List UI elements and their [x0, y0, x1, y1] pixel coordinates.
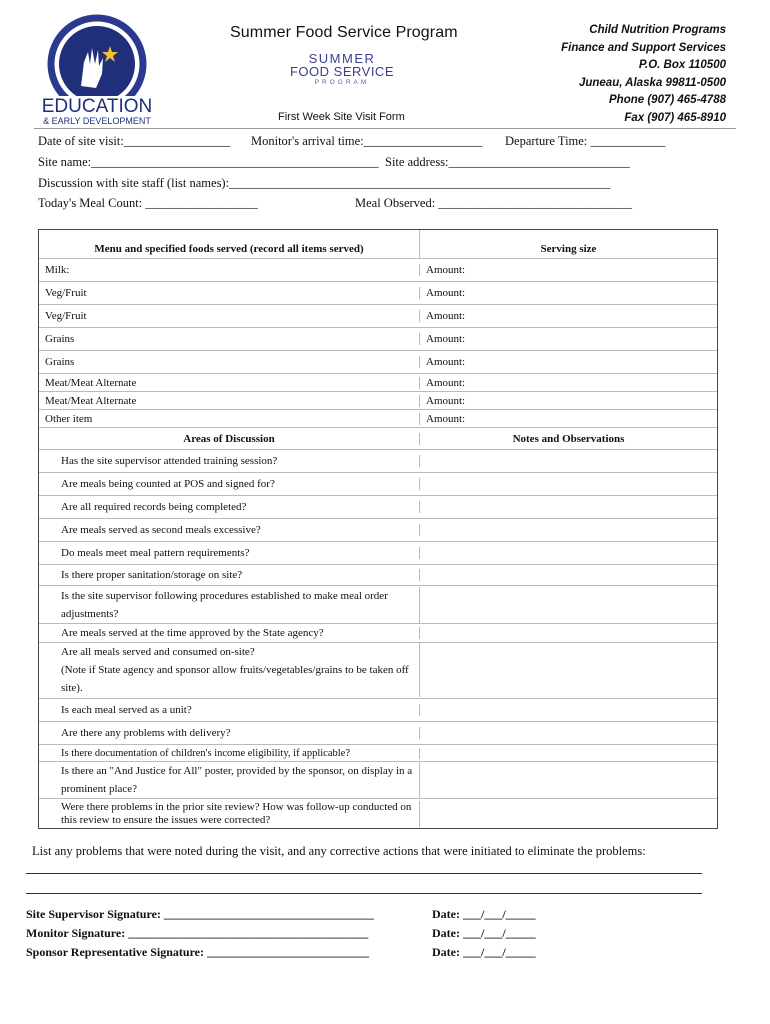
menu-item-row[interactable] [39, 281, 717, 304]
discussion-question: Are all meals served and consumed on-site? [61, 646, 255, 658]
menu-item-row[interactable] [39, 391, 717, 409]
discussion-question: Is there an "And Justice for All" poster, provided by the sponsor, on display in a prominent place? [39, 762, 420, 798]
discussion-question: Were there problems in the prior site review? How was follow-up conducted on this review to ensure the issues were corrected? [39, 801, 420, 827]
program-title: Summer Food Service Program [230, 24, 458, 41]
discussion-question: Are meals served as second meals excessive? [39, 524, 420, 536]
menu-item-row[interactable] [39, 350, 717, 373]
amount-field[interactable]: Amount: [426, 287, 466, 299]
contact-line: P.O. Box 110500 [638, 59, 726, 71]
discussion-question-block [39, 643, 420, 697]
menu-item-label: Milk: [39, 264, 420, 276]
discussion-question: Are meals served at the time approved by the State agency? [39, 627, 420, 639]
notes-observations-header: Notes and Observations [512, 432, 625, 445]
summer-food-service-logo: SUMMER FOOD SERVICE PROGRAM [289, 51, 394, 86]
menu-item-label: Veg/Fruit [39, 310, 420, 322]
discussion-row[interactable] [39, 761, 717, 798]
date-of-visit-field[interactable]: Date of site visit:_________________ [38, 134, 230, 148]
svg-text:EDUCATION: EDUCATION [41, 96, 153, 117]
form-title: First Week Site Visit Form [278, 111, 405, 123]
contact-line: Juneau, Alaska 99811-0500 [578, 76, 726, 89]
site-address-field[interactable]: Site address:_____________________________ [385, 155, 630, 169]
menu-item-row[interactable] [39, 304, 717, 327]
amount-field[interactable]: Amount: [426, 394, 466, 407]
contact-block [561, 22, 726, 127]
discussion-staff-field[interactable]: Discussion with site staff (list names):_____________________________________________________________ [38, 176, 611, 190]
problems-label: List any problems that were noted during the visit, and any corrective actions that were initiated to eliminate the problems: [32, 844, 646, 858]
discussion-row[interactable] [39, 721, 717, 744]
menu-item-row[interactable] [39, 258, 717, 281]
monitor-date-field[interactable]: Date: ___/___/_____ [432, 926, 536, 940]
menu-item-label: Meat/Meat Alternate [39, 377, 420, 389]
menu-item-row[interactable] [39, 373, 717, 391]
problems-line-2[interactable] [26, 893, 702, 894]
menu-header-row [39, 230, 717, 258]
alaska-education-logo [36, 14, 158, 126]
menu-item-row[interactable] [39, 409, 717, 427]
discussion-row[interactable] [39, 585, 717, 623]
contact-line: Finance and Support Services [561, 41, 726, 54]
site-name-field[interactable]: Site name:______________________________________________ [38, 155, 379, 169]
discussion-question: Are all required records being completed? [39, 501, 420, 513]
discussion-question: Is the site supervisor following procedures established to make meal order adjustments? [39, 587, 420, 623]
discussion-question: Are meals being counted at POS and signed for? [39, 478, 420, 490]
menu-item-label: Grains [39, 333, 420, 345]
discussion-note: (Note if State agency and sponsor allow fruits/vegetables/grains to be taken off site). [61, 664, 409, 694]
discussion-row[interactable] [39, 564, 717, 585]
menu-item-label: Meat/Meat Alternate [39, 395, 420, 407]
problems-line-1[interactable] [26, 873, 702, 874]
sponsor-signature-field[interactable]: Sponsor Representative Signature: ___________________________ [26, 945, 370, 959]
discussion-row[interactable] [39, 495, 717, 518]
amount-field[interactable]: Amount: [426, 333, 466, 345]
discussion-header-row [39, 427, 717, 449]
contact-line: Child Nutrition Programs [589, 24, 726, 36]
discussion-row[interactable] [39, 642, 717, 698]
meal-observed-field[interactable]: Meal Observed: _______________________________ [355, 196, 633, 210]
amount-field[interactable]: Amount: [426, 264, 466, 276]
discussion-question: Is each meal served as a unit? [39, 704, 420, 716]
discussion-question: Is there documentation of children's income eligibility, if applicable? [39, 748, 420, 759]
discussion-row[interactable] [39, 744, 717, 761]
svg-text:& EARLY DEVELOPMENT: & EARLY DEVELOPMENT [43, 116, 151, 126]
discussion-question: Has the site supervisor attended training session? [39, 455, 420, 467]
contact-line: Fax (907) 465-8910 [624, 111, 726, 124]
discussion-row[interactable] [39, 518, 717, 541]
discussion-question: Are there any problems with delivery? [39, 727, 420, 739]
site-supervisor-signature-field[interactable]: Site Supervisor Signature: ___________________________________ [26, 907, 374, 921]
menu-item-label: Other item [39, 413, 420, 425]
arrival-time-field[interactable]: Monitor's arrival time:___________________ [251, 134, 483, 148]
discussion-row[interactable] [39, 698, 717, 721]
amount-field[interactable]: Amount: [426, 412, 466, 425]
menu-item-row[interactable] [39, 327, 717, 350]
areas-of-discussion-header: Areas of Discussion [39, 433, 420, 445]
amount-field[interactable]: Amount: [426, 376, 466, 389]
discussion-row[interactable] [39, 541, 717, 564]
discussion-row[interactable] [39, 472, 717, 495]
serving-size-header: Serving size [540, 243, 597, 255]
site-supervisor-date-field[interactable]: Date: ___/___/_____ [432, 907, 536, 921]
site-visit-table [38, 229, 718, 829]
departure-time-field[interactable]: Departure Time: ____________ [505, 134, 666, 148]
discussion-row[interactable] [39, 623, 717, 642]
amount-field[interactable]: Amount: [426, 310, 466, 322]
menu-item-label: Grains [39, 356, 420, 368]
header-divider [34, 128, 736, 129]
meal-count-field[interactable]: Today's Meal Count: __________________ [38, 196, 258, 210]
discussion-row[interactable] [39, 449, 717, 472]
discussion-question: Do meals meet meal pattern requirements? [39, 547, 420, 559]
menu-item-label: Veg/Fruit [39, 287, 420, 299]
monitor-signature-field[interactable]: Monitor Signature: ________________________________________ [26, 926, 369, 940]
discussion-row[interactable] [39, 798, 717, 828]
sponsor-date-field[interactable]: Date: ___/___/_____ [432, 945, 536, 959]
amount-field[interactable]: Amount: [426, 356, 466, 368]
menu-header-left: Menu and specified foods served (record all items served) [39, 230, 420, 258]
contact-line: Phone (907) 465-4788 [609, 94, 726, 106]
discussion-question: Is there proper sanitation/storage on site? [39, 569, 420, 581]
